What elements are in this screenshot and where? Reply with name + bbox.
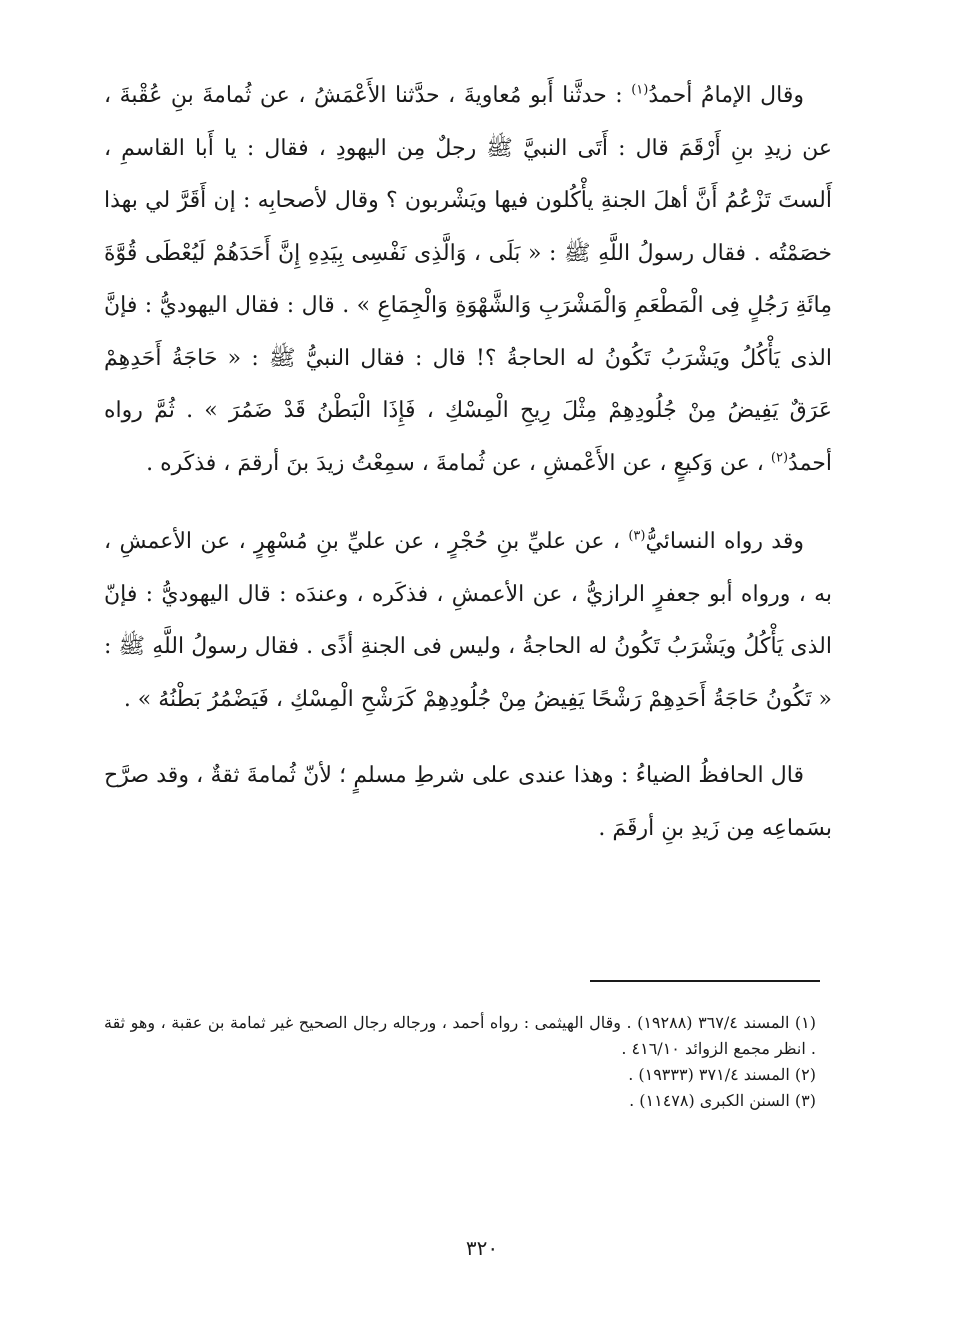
paragraph-2-segment-1: وقد رواه النسائيُّ <box>645 529 804 554</box>
paragraph-2-segment-2: ، عن عليِّ بنِ حُجْرٍ ، عن عليِّ بنِ مُسْهِرٍ ، عن الأعمشِ ، به ، ورواه أبو جعفرٍ الرازيُّ ، عن الأعمشِ ، فذكَره ، وعندَه : قال اليهوديُّ : فإنّ الذى يَأْكُلُ ويَشْرَبُ تَكُونُ له الحاجةُ ، وليس فى الجنةِ أذًى . فقال رسولُ اللَّهِ ﷺ : « تَكُونُ حَاجَةُ أَحَدِهِمْ رَشْحًا يَفِيضُ مِنْ جُلُودِهِمْ كَرَشْحِ الْمِسْكِ ، فَيَضْمُرُ بَطْنُهُ » . <box>104 529 832 712</box>
footnote-2: (٢) المسند ٣٧١/٤ (١٩٣٣٣) . <box>628 1065 816 1084</box>
footnote-ref-3: (٣) <box>628 528 646 544</box>
paragraph-1-segment-2: : حدثَّنا أَبو مُعاويةَ ، حدَّثنا الأَعْمَشُ ، عن ثُمامةَ بنِ عُقْبةَ ، عن زيدِ بنِ أَرْقَمَ قال : أَتَى النبيَّ ﷺ رجلٌ مِن اليهودِ ، فقال : يا أَبا القاسمِ ، أَلستَ تَزْعُمُ أَنَّ أهلَ الجنةِ يأْكُلون فيها ويَشْربون ؟ وقال لأصحابِه : إن أَقَرَّ لي بهذا خصَمْتُه . فقال رسولُ اللَّهِ ﷺ : « بَلَى ، وَالَّذِى نَفْسِى بِيَدِهِ إِنَّ أَحَدَهُمْ لَيُعْطَى قُوَّةَ مِائَةِ رَجُلٍ فِى الْمَطْعَمِ وَالْمَشْرَبِ وَالشَّهْوَةِ وَالْجِمَاعِ » . قال : فقال اليهوديُّ : فإنَّ الذى يَأْكُلُ ويَشْرَبُ تَكُونُ له الحاجةُ ؟! قال : فقال النبيُّ ﷺ : « حَاجَةُ أَحَدِهِمْ عَرَقٌ يَفِيضُ مِنْ جُلُودِهِمْ مِثْلَ رِيحِ الْمِسْكِ ، فَإِذَا الْبَطْنُ قَدْ ضَمُرَ » . ثُمَّ رواه أحمدُ <box>104 83 833 476</box>
footnote-3: (٣) السنن الكبرى (١١٤٧٨) . <box>629 1091 816 1110</box>
paragraph-1-segment-3: ، عن وَكيعٍ ، عن الأَعْمشِ ، عن ثُمامةَ ، سمِعْتُ زيدَ بنَ أرقمَ ، فذكَره . <box>146 450 771 476</box>
footnote-ref-1: (١) <box>631 82 649 98</box>
footnotes <box>104 1010 816 1114</box>
footnote-1: (١) المسند ٣٦٧/٤ (١٩٢٨٨) . وقال الهيثمى : رواه أحمد ، ورجاله رجال الصحيح غير ثمامة بن عقبة ، وهو ثقة . انظر مجمع الزوائد ٤١٦/١٠ . <box>104 1013 817 1058</box>
paragraph-1-segment-1: وقال الإمامُ أحمدُ <box>648 83 804 108</box>
page-number: ٣٢٠ <box>465 1236 499 1260</box>
paragraph-2 <box>104 516 832 726</box>
paragraph-3: قال الحافظُ الضياءُ : وهذا عندى على شرطِ مسلمٍ ؛ لأنّ ثُمامةَ ثقةٌ ، وقد صرَّح بسَماعِه مِن زَيدِ بنِ أرقَمَ . <box>104 763 832 841</box>
paragraph-1 <box>104 70 832 490</box>
footnote-divider <box>590 980 820 982</box>
footnote-ref-2: (٢) <box>770 450 789 466</box>
main-text <box>104 70 832 855</box>
